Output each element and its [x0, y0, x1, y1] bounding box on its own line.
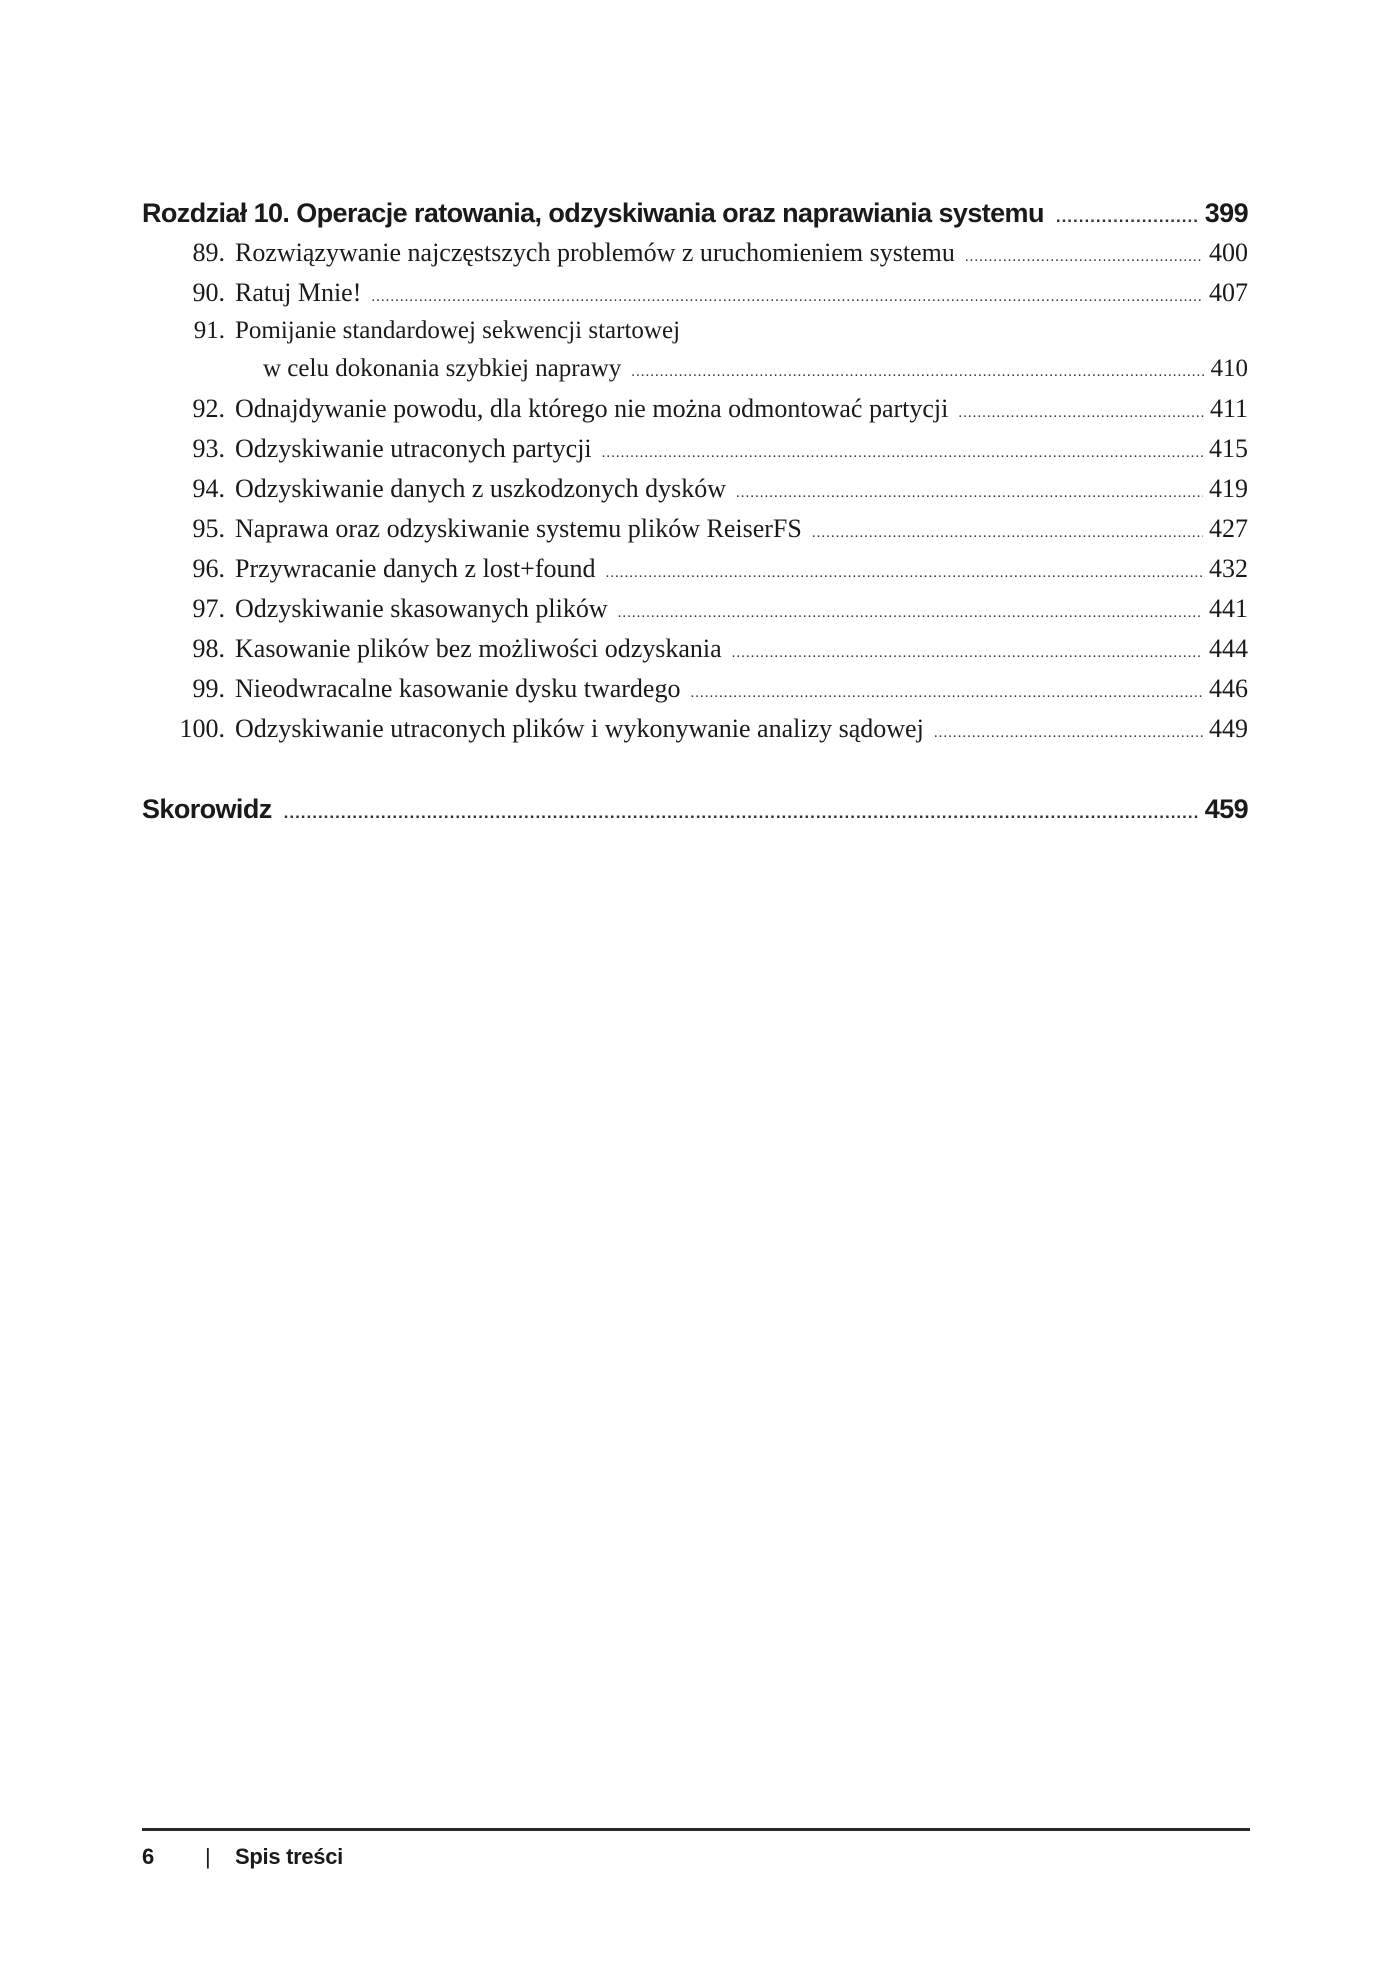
entry-title: Pomijanie standardowej sekwencji startowej	[235, 317, 681, 344]
footer-separator: |	[205, 1844, 211, 1869]
entry-number: 100.	[179, 714, 225, 743]
entry-title: Nieodwracalne kasowanie dysku twardego	[235, 674, 681, 703]
entry-first-line	[142, 313, 1248, 349]
toc-entry-89[interactable]	[142, 233, 1248, 273]
entry-page-number: 432	[1209, 554, 1248, 583]
dot-leader	[958, 393, 1204, 429]
page-footer	[142, 1840, 742, 1874]
dot-leader	[618, 593, 1203, 629]
entry-number: 91.	[193, 317, 225, 344]
dot-leader	[934, 713, 1203, 749]
entry-page-number: 419	[1209, 474, 1248, 503]
entry-number: 89.	[192, 238, 225, 267]
dot-leader	[605, 553, 1203, 589]
entry-page-number: 449	[1209, 714, 1248, 743]
footer-divider	[142, 1828, 1250, 1831]
entry-number: 95.	[192, 514, 225, 543]
index-heading[interactable]	[142, 789, 1248, 829]
entry-second-line	[142, 349, 1248, 389]
entry-page-number: 411	[1209, 394, 1248, 423]
entry-number: 90.	[192, 278, 225, 307]
toc-entry-98[interactable]	[142, 629, 1248, 669]
entry-number: 96.	[192, 554, 225, 583]
entry-title: Kasowanie plików bez możliwości odzyskania	[235, 634, 722, 663]
entry-number: 94.	[192, 474, 225, 503]
dot-leader	[1056, 197, 1199, 233]
toc-entry-94[interactable]	[142, 469, 1248, 509]
entry-page-number: 427	[1209, 514, 1248, 543]
index-page-number: 459	[1204, 794, 1248, 824]
dot-leader	[965, 237, 1203, 273]
dot-leader	[602, 433, 1203, 469]
entry-page-number: 446	[1209, 674, 1248, 703]
entry-title-continuation: w celu dokonania szybkiej naprawy	[263, 355, 622, 382]
toc-entry-91[interactable]	[142, 313, 1248, 389]
toc-entry-97[interactable]	[142, 589, 1248, 629]
toc-entry-95[interactable]	[142, 509, 1248, 549]
dot-leader	[371, 277, 1203, 313]
toc-entry-99[interactable]	[142, 669, 1248, 709]
table-of-contents	[142, 193, 1248, 829]
entry-number: 99.	[192, 674, 225, 703]
index-title: Skorowidz	[142, 794, 272, 824]
entry-title: Odzyskiwanie utraconych partycji	[235, 434, 592, 463]
footer-section-name: Spis treści	[235, 1844, 343, 1869]
entry-title: Odzyskiwanie utraconych plików i wykonywanie analizy sądowej	[235, 714, 924, 743]
dot-leader	[732, 633, 1203, 669]
dot-leader	[690, 673, 1203, 709]
chapter-page-number: 399	[1204, 198, 1248, 228]
entry-number: 97.	[192, 594, 225, 623]
dot-leader	[812, 513, 1203, 549]
dot-leader	[284, 793, 1199, 829]
footer-page-number: 6	[142, 1844, 155, 1869]
entry-page-number: 407	[1209, 278, 1248, 307]
entry-title: Rozwiązywanie najczęstszych problemów z uruchomieniem systemu	[235, 238, 955, 267]
dot-leader	[736, 473, 1203, 509]
dot-leader	[631, 352, 1204, 389]
toc-entry-96[interactable]	[142, 549, 1248, 589]
entry-title: Odzyskiwanie skasowanych plików	[235, 594, 608, 623]
entry-number: 93.	[192, 434, 225, 463]
entry-title: Odzyskiwanie danych z uszkodzonych dysków	[235, 474, 726, 503]
entry-page-number: 400	[1209, 238, 1248, 267]
toc-entry-100[interactable]	[142, 709, 1248, 749]
entry-title: Odnajdywanie powodu, dla którego nie można odmontować partycji	[235, 394, 949, 423]
toc-entry-93[interactable]	[142, 429, 1248, 469]
toc-entry-90[interactable]	[142, 273, 1248, 313]
entry-page-number: 415	[1209, 434, 1248, 463]
entry-title: Przywracanie danych z lost+found	[235, 554, 596, 583]
entry-number: 98.	[192, 634, 225, 663]
entry-title: Ratuj Mnie!	[235, 278, 362, 307]
spacer	[142, 749, 1248, 789]
toc-entry-92[interactable]	[142, 389, 1248, 429]
entry-number: 92.	[192, 394, 225, 423]
chapter-heading[interactable]	[142, 193, 1248, 233]
entry-title: Naprawa oraz odzyskiwanie systemu plików ReiserFS	[235, 514, 802, 543]
entry-page-number: 444	[1209, 634, 1248, 663]
chapter-title: Rozdział 10. Operacje ratowania, odzyskiwania oraz naprawiania systemu	[142, 198, 1044, 228]
entry-page-number: 410	[1210, 355, 1248, 382]
entry-page-number: 441	[1209, 594, 1248, 623]
